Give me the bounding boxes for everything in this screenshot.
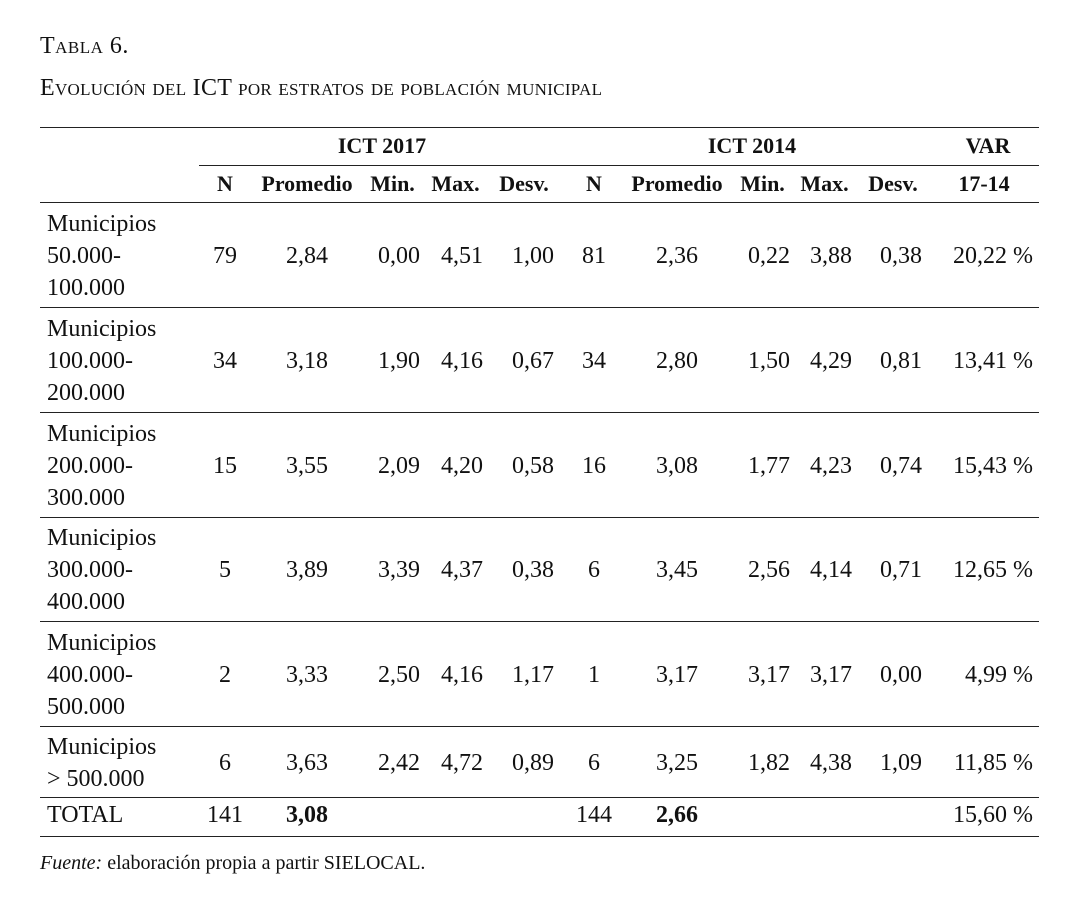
row-label-line: Municipios	[47, 630, 157, 656]
table-cell-prom14: 3,25	[656, 750, 698, 776]
table-cell-prom14: 3,45	[656, 557, 698, 583]
row-divider	[40, 517, 1039, 518]
table-cell-prom17: 3,63	[286, 750, 328, 776]
table-cell-n14: 34	[582, 348, 606, 374]
row-label-line: > 500.000	[47, 766, 145, 792]
table-cell-n17: 15	[213, 453, 237, 479]
row-label	[47, 418, 156, 514]
table-cell-prom14: 2,36	[656, 243, 698, 269]
table-cell-max17: 4,51	[441, 243, 483, 269]
table-cell-min17: 2,09	[378, 453, 420, 479]
table-cell-var: 13,41 %	[953, 348, 1033, 374]
table-cell-desv17: 1,00	[512, 243, 554, 269]
row-label-line: 100.000	[47, 275, 125, 301]
row-label	[47, 627, 156, 723]
col-header-n-2014: N	[586, 171, 602, 196]
col-header-var-17-14: 17-14	[958, 171, 1010, 196]
table-cell-desv14: 0,38	[880, 243, 922, 269]
row-divider	[40, 412, 1039, 413]
row-label-line: 400.000	[47, 589, 125, 615]
table-cell-desv17: 0,89	[512, 750, 554, 776]
table-title: Evolución del ICT por estratos de población municipal	[40, 75, 603, 101]
group-header-ict-2014: ICT 2014	[707, 133, 797, 158]
table-cell-max17: 4,16	[441, 348, 483, 374]
table-cell-prom17: 3,55	[286, 453, 328, 479]
col-header-n-2017: N	[217, 171, 233, 196]
row-divider	[40, 797, 1039, 798]
table-cell-desv17: 1,17	[512, 662, 554, 688]
table-cell-n17: 34	[213, 348, 237, 374]
table-cell-max17: 4,37	[441, 557, 483, 583]
table-cell-max14: 4,23	[810, 453, 852, 479]
row-label-line: Municipios	[47, 421, 157, 447]
col-header-min-2014: Min.	[740, 171, 785, 196]
row-label-line: 300.000	[47, 485, 125, 511]
table-cell-n14: 6	[588, 557, 600, 583]
table-cell-desv14: 1,09	[880, 750, 922, 776]
table-cell-min14: 3,17	[748, 662, 790, 688]
row-label-line: 200.000-	[47, 453, 133, 479]
row-label	[47, 313, 156, 409]
table-cell-min17: 3,39	[378, 557, 420, 583]
table-cell-max14: 3,17	[810, 662, 852, 688]
total-promedio-2017: 3,08	[286, 802, 328, 828]
table-cell-min14: 1,82	[748, 750, 790, 776]
header-bottom-rule	[40, 202, 1039, 203]
table-cell-min14: 1,50	[748, 348, 790, 374]
row-label-line: 400.000-	[47, 662, 133, 688]
row-divider	[40, 621, 1039, 622]
table-cell-prom14: 3,17	[656, 662, 698, 688]
row-label-line: Municipios	[47, 316, 157, 342]
bottom-rule	[40, 836, 1039, 837]
source-text: elaboración propia a partir SIELOCAL.	[102, 852, 426, 874]
table-cell-prom14: 2,80	[656, 348, 698, 374]
top-rule	[40, 127, 1039, 128]
table-cell-prom17: 2,84	[286, 243, 328, 269]
total-n-2017: 141	[207, 802, 243, 828]
table-cell-min17: 2,50	[378, 662, 420, 688]
row-label-line: 200.000	[47, 380, 125, 406]
table-cell-max14: 3,88	[810, 243, 852, 269]
table-cell-max17: 4,20	[441, 453, 483, 479]
total-n-2014: 144	[576, 802, 612, 828]
row-divider	[40, 307, 1039, 308]
col-header-promedio-2017: Promedio	[261, 171, 353, 196]
table-cell-n14: 81	[582, 243, 606, 269]
row-label-line: Municipios	[47, 211, 157, 237]
table-cell-max17: 4,16	[441, 662, 483, 688]
table-cell-max14: 4,29	[810, 348, 852, 374]
row-label	[47, 208, 156, 304]
table-cell-min14: 0,22	[748, 243, 790, 269]
col-header-max-2014: Max.	[800, 171, 849, 196]
table-cell-var: 20,22 %	[953, 243, 1033, 269]
table-cell-max14: 4,38	[810, 750, 852, 776]
col-header-desv-2014: Desv.	[868, 171, 918, 196]
table-cell-min17: 1,90	[378, 348, 420, 374]
table-cell-n17: 79	[213, 243, 237, 269]
table-cell-n14: 16	[582, 453, 606, 479]
table-cell-n14: 6	[588, 750, 600, 776]
table-cell-var: 15,43 %	[953, 453, 1033, 479]
total-var: 15,60 %	[953, 802, 1033, 828]
col-header-desv-2017: Desv.	[499, 171, 549, 196]
table-cell-var: 11,85 %	[953, 750, 1033, 776]
source-footnote	[40, 852, 425, 875]
table-cell-prom17: 3,89	[286, 557, 328, 583]
table-number: Tabla 6.	[40, 33, 129, 59]
table-cell-var: 12,65 %	[953, 557, 1033, 583]
table-cell-n17: 2	[219, 662, 231, 688]
row-divider	[40, 726, 1039, 727]
table-cell-max14: 4,14	[810, 557, 852, 583]
source-label: Fuente:	[40, 852, 103, 874]
table-cell-desv14: 0,00	[880, 662, 922, 688]
table-cell-desv17: 0,58	[512, 453, 554, 479]
table-cell-min17: 2,42	[378, 750, 420, 776]
table-cell-min17: 0,00	[378, 243, 420, 269]
row-label-line: Municipios	[47, 525, 157, 551]
row-label-line: Municipios	[47, 734, 157, 760]
group-2017-rule	[199, 165, 1039, 166]
table-cell-prom14: 3,08	[656, 453, 698, 479]
total-label: TOTAL	[47, 802, 124, 828]
table-cell-prom17: 3,33	[286, 662, 328, 688]
row-label-line: 300.000-	[47, 557, 133, 583]
table-cell-desv14: 0,74	[880, 453, 922, 479]
table-cell-prom17: 3,18	[286, 348, 328, 374]
table-cell-desv17: 0,67	[512, 348, 554, 374]
table-cell-desv14: 0,81	[880, 348, 922, 374]
table-cell-max17: 4,72	[441, 750, 483, 776]
row-label-line: 500.000	[47, 694, 125, 720]
row-label-line: 100.000-	[47, 348, 133, 374]
col-header-promedio-2014: Promedio	[631, 171, 723, 196]
table-cell-min14: 1,77	[748, 453, 790, 479]
table-cell-desv14: 0,71	[880, 557, 922, 583]
group-header-ict-2017: ICT 2017	[337, 133, 427, 158]
table-cell-n17: 5	[219, 557, 231, 583]
table-cell-min14: 2,56	[748, 557, 790, 583]
table-cell-n17: 6	[219, 750, 231, 776]
table-cell-desv17: 0,38	[512, 557, 554, 583]
total-promedio-2014: 2,66	[656, 802, 698, 828]
table-cell-n14: 1	[588, 662, 600, 688]
row-label-line: 50.000-	[47, 243, 121, 269]
row-label	[47, 731, 156, 795]
table-cell-var: 4,99 %	[965, 662, 1033, 688]
group-header-var: VAR	[965, 133, 1011, 158]
col-header-max-2017: Max.	[431, 171, 480, 196]
row-label	[47, 522, 156, 618]
col-header-min-2017: Min.	[370, 171, 415, 196]
